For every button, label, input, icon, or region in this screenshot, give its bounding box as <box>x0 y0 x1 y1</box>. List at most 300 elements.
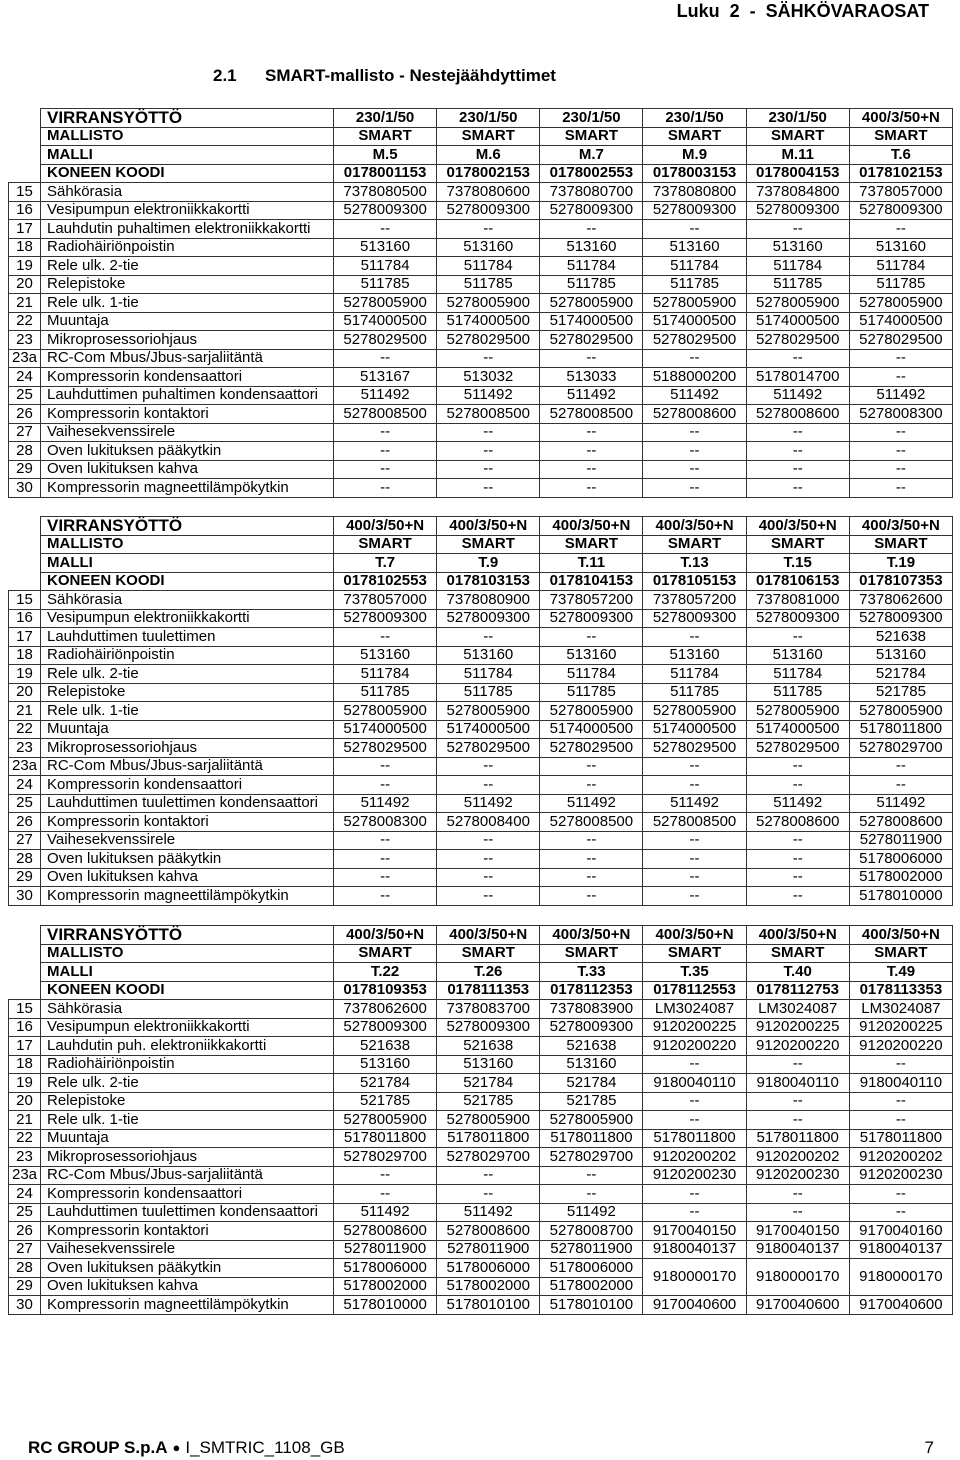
part-code: -- <box>849 1111 952 1130</box>
part-code: 511784 <box>643 665 746 684</box>
header-value: M.9 <box>643 146 746 165</box>
part-code: -- <box>643 1111 746 1130</box>
row-label: Oven lukituksen kahva <box>41 868 334 887</box>
header-row <box>9 981 953 1000</box>
part-code: -- <box>334 757 437 776</box>
header-value: 400/3/50+N <box>643 926 746 945</box>
part-code: 511785 <box>849 275 952 294</box>
part-code: 5278029500 <box>437 739 540 758</box>
header-value: 400/3/50+N <box>437 926 540 945</box>
part-code: 513160 <box>334 646 437 665</box>
part-code: 9170040150 <box>746 1222 849 1241</box>
row-number: 15 <box>9 183 41 202</box>
table-row <box>9 423 953 442</box>
part-code: 5278029500 <box>540 739 643 758</box>
part-code: 5278009300 <box>334 1018 437 1037</box>
part-code: 9120200230 <box>643 1166 746 1185</box>
header-value: SMART <box>849 944 952 963</box>
part-code: -- <box>746 460 849 479</box>
row-label: Rele ulk. 2-tie <box>41 1074 334 1093</box>
header-spacer <box>9 146 41 165</box>
table-row <box>9 1222 953 1241</box>
header-value: 400/3/50+N <box>540 926 643 945</box>
part-code: -- <box>334 628 437 647</box>
table-row <box>9 460 953 479</box>
row-number: 16 <box>9 201 41 220</box>
header-value: 400/3/50+N <box>540 517 643 536</box>
part-code: 513160 <box>540 238 643 257</box>
header-spacer <box>9 517 41 536</box>
part-code: 521784 <box>437 1074 540 1093</box>
table-row <box>9 1129 953 1148</box>
part-code: 5278005900 <box>643 702 746 721</box>
header-label: KONEEN KOODI <box>41 164 334 183</box>
part-code: 513160 <box>334 238 437 257</box>
part-code: -- <box>334 220 437 239</box>
part-code: 9180040137 <box>849 1240 952 1259</box>
part-code: -- <box>334 831 437 850</box>
row-label: Lauhduttimen puhaltimen kondensaattori <box>41 386 334 405</box>
part-code: 521785 <box>540 1092 643 1111</box>
part-code: 7378080600 <box>437 183 540 202</box>
part-code: -- <box>746 831 849 850</box>
header-value: SMART <box>437 944 540 963</box>
part-code: -- <box>437 831 540 850</box>
header-value: SMART <box>540 535 643 554</box>
header-value: SMART <box>334 944 437 963</box>
row-number: 23a <box>9 349 41 368</box>
row-number: 15 <box>9 591 41 610</box>
header-value: SMART <box>334 127 437 146</box>
header-value: 230/1/50 <box>540 109 643 128</box>
part-code: 511492 <box>334 386 437 405</box>
row-label: Oven lukituksen kahva <box>41 460 334 479</box>
part-code: 511492 <box>437 1203 540 1222</box>
row-label: Kompressorin kontaktori <box>41 1222 334 1241</box>
header-value: SMART <box>334 535 437 554</box>
row-number: 17 <box>9 220 41 239</box>
part-code: -- <box>437 349 540 368</box>
row-number: 24 <box>9 776 41 795</box>
row-label: Rele ulk. 2-tie <box>41 665 334 684</box>
part-code: 521638 <box>540 1037 643 1056</box>
part-code: 5178011800 <box>746 1129 849 1148</box>
part-code: 5278029500 <box>643 739 746 758</box>
part-code: -- <box>849 776 952 795</box>
part-code: 511492 <box>437 794 540 813</box>
part-code: 5278009300 <box>334 201 437 220</box>
table-row <box>9 831 953 850</box>
part-code: 9170040600 <box>849 1296 952 1315</box>
part-code: 5178011800 <box>540 1129 643 1148</box>
header-spacer <box>9 963 41 982</box>
part-code: 521785 <box>334 1092 437 1111</box>
table-row <box>9 238 953 257</box>
part-code: 9120200225 <box>643 1018 746 1037</box>
row-label: Sähkörasia <box>41 1000 334 1019</box>
part-code: 5174000500 <box>746 312 849 331</box>
part-code: 5278029700 <box>437 1148 540 1167</box>
part-code: -- <box>334 349 437 368</box>
part-code: -- <box>540 1185 643 1204</box>
part-code: 511492 <box>540 1203 643 1222</box>
part-code: 511785 <box>437 275 540 294</box>
table-row <box>9 887 953 906</box>
part-code: 5174000500 <box>643 720 746 739</box>
part-code: 5278009300 <box>643 201 746 220</box>
header-spacer <box>9 554 41 573</box>
row-label: Lauhdutin puhaltimen elektroniikkakortti <box>41 220 334 239</box>
part-code: 511784 <box>334 665 437 684</box>
header-value: SMART <box>746 535 849 554</box>
part-code: 5278005900 <box>437 1111 540 1130</box>
part-code: 7378084800 <box>746 183 849 202</box>
part-code: 5178002000 <box>540 1277 643 1296</box>
part-code: -- <box>540 479 643 498</box>
row-number: 23 <box>9 331 41 350</box>
part-code: -- <box>540 887 643 906</box>
part-code: 9180000170 <box>746 1259 849 1296</box>
row-label: Radiohäiriönpoistin <box>41 238 334 257</box>
row-label: Mikroprosessoriohjaus <box>41 1148 334 1167</box>
header-spacer <box>9 944 41 963</box>
part-code: 5178011800 <box>437 1129 540 1148</box>
part-code: 5178006000 <box>437 1259 540 1278</box>
part-code: 513160 <box>849 238 952 257</box>
header-row <box>9 926 953 945</box>
part-code: 5278009300 <box>849 201 952 220</box>
header-row <box>9 572 953 591</box>
part-code: 7378057200 <box>643 591 746 610</box>
header-value: 400/3/50+N <box>849 926 952 945</box>
part-code: -- <box>643 1092 746 1111</box>
header-row <box>9 517 953 536</box>
row-number: 16 <box>9 1018 41 1037</box>
header-value: 0178104153 <box>540 572 643 591</box>
part-code: -- <box>746 887 849 906</box>
part-code: 9180000170 <box>849 1259 952 1296</box>
row-number: 19 <box>9 665 41 684</box>
header-value: SMART <box>746 944 849 963</box>
part-code: 7378057000 <box>849 183 952 202</box>
row-label: Oven lukituksen pääkytkin <box>41 1259 334 1278</box>
table-row <box>9 813 953 832</box>
header-value: 400/3/50+N <box>849 109 952 128</box>
part-code: 5178002000 <box>437 1277 540 1296</box>
part-code: -- <box>643 757 746 776</box>
part-code: 5278011900 <box>540 1240 643 1259</box>
table-row <box>9 683 953 702</box>
table-row <box>9 220 953 239</box>
row-label: Vaihesekvenssirele <box>41 423 334 442</box>
part-code: -- <box>437 757 540 776</box>
table-row <box>9 1037 953 1056</box>
part-code: 513160 <box>437 646 540 665</box>
part-code: -- <box>334 442 437 461</box>
header-row <box>9 146 953 165</box>
header-value: 230/1/50 <box>746 109 849 128</box>
header-row <box>9 109 953 128</box>
section-title: SMART-mallisto - Nestejäähdyttimet <box>265 66 556 85</box>
part-code: 5278011900 <box>334 1240 437 1259</box>
row-label: Kompressorin magneettilämpökytkin <box>41 887 334 906</box>
part-code: -- <box>437 628 540 647</box>
part-code: -- <box>643 220 746 239</box>
header-spacer <box>9 926 41 945</box>
row-number: 19 <box>9 257 41 276</box>
row-number: 24 <box>9 368 41 387</box>
part-code: -- <box>540 460 643 479</box>
part-code: 5278008600 <box>746 405 849 424</box>
row-label: Muuntaja <box>41 312 334 331</box>
table-row <box>9 646 953 665</box>
header-label: VIRRANSYÖTTÖ <box>41 926 334 945</box>
row-number: 27 <box>9 831 41 850</box>
row-label: RC-Com Mbus/Jbus-sarjaliitäntä <box>41 757 334 776</box>
part-code: -- <box>849 757 952 776</box>
part-code: 9120200202 <box>643 1148 746 1167</box>
header-value: 230/1/50 <box>643 109 746 128</box>
row-number: 23 <box>9 1148 41 1167</box>
part-code: -- <box>849 479 952 498</box>
header-value: 0178003153 <box>643 164 746 183</box>
part-code: -- <box>849 1055 952 1074</box>
row-number: 25 <box>9 794 41 813</box>
table-row <box>9 1240 953 1259</box>
part-code: -- <box>746 442 849 461</box>
part-code: 9120200202 <box>746 1148 849 1167</box>
part-code: 5278029500 <box>334 739 437 758</box>
header-value: 0178002553 <box>540 164 643 183</box>
part-code: 5278009300 <box>540 201 643 220</box>
part-code: 9180040137 <box>746 1240 849 1259</box>
row-number: 18 <box>9 238 41 257</box>
part-code: -- <box>643 776 746 795</box>
company-name: RC GROUP S.p.A <box>28 1438 168 1457</box>
part-code: 9120200220 <box>849 1037 952 1056</box>
header-value: T.13 <box>643 554 746 573</box>
header-value: T.35 <box>643 963 746 982</box>
part-code: 7378080900 <box>437 591 540 610</box>
row-label: Vesipumpun elektroniikkakortti <box>41 201 334 220</box>
table-row <box>9 183 953 202</box>
part-code: -- <box>334 1185 437 1204</box>
header-label: MALLI <box>41 963 334 982</box>
header-value: SMART <box>643 944 746 963</box>
header-value: T.22 <box>334 963 437 982</box>
row-label: RC-Com Mbus/Jbus-sarjaliitäntä <box>41 1166 334 1185</box>
row-number: 20 <box>9 683 41 702</box>
part-code: -- <box>643 442 746 461</box>
header-value: 400/3/50+N <box>334 926 437 945</box>
part-code: 7378083900 <box>540 1000 643 1019</box>
part-code: -- <box>746 1185 849 1204</box>
header-value: T.49 <box>849 963 952 982</box>
part-code: 7378057200 <box>540 591 643 610</box>
part-code: 5278008300 <box>849 405 952 424</box>
part-code: 5174000500 <box>643 312 746 331</box>
part-code: 521638 <box>849 628 952 647</box>
header-value: SMART <box>540 944 643 963</box>
row-number: 23a <box>9 1166 41 1185</box>
part-code: 5178011800 <box>334 1129 437 1148</box>
part-code: 5174000500 <box>849 312 952 331</box>
header-label: VIRRANSYÖTTÖ <box>41 517 334 536</box>
part-code: -- <box>540 349 643 368</box>
row-label: Lauhduttimen tuulettimen kondensaattori <box>41 794 334 813</box>
part-code: 511785 <box>540 683 643 702</box>
part-code: 5278009300 <box>849 609 952 628</box>
part-code: 513160 <box>849 646 952 665</box>
table-row <box>9 609 953 628</box>
row-label: Kompressorin kondensaattori <box>41 1185 334 1204</box>
row-label: Kompressorin kondensaattori <box>41 776 334 795</box>
header-value: 0178102553 <box>334 572 437 591</box>
row-number: 23a <box>9 757 41 776</box>
part-code: 9120200225 <box>849 1018 952 1037</box>
table-row <box>9 739 953 758</box>
part-code: 5278008500 <box>643 813 746 832</box>
header-spacer <box>9 981 41 1000</box>
part-code: 9120200220 <box>746 1037 849 1056</box>
header-row <box>9 963 953 982</box>
part-code: 5278008600 <box>437 1222 540 1241</box>
header-spacer <box>9 535 41 554</box>
part-code: 9170040150 <box>643 1222 746 1241</box>
row-number: 28 <box>9 1259 41 1278</box>
header-value: M.6 <box>437 146 540 165</box>
table-row <box>9 349 953 368</box>
table-row <box>9 442 953 461</box>
part-code: 511785 <box>437 683 540 702</box>
part-code: 5278009300 <box>437 1018 540 1037</box>
row-label: Lauhduttimen tuulettimen <box>41 628 334 647</box>
row-number: 28 <box>9 850 41 869</box>
part-code: 511784 <box>540 665 643 684</box>
part-code: -- <box>437 479 540 498</box>
header-value: T.26 <box>437 963 540 982</box>
part-code: LM3024087 <box>746 1000 849 1019</box>
row-label: Oven lukituksen pääkytkin <box>41 442 334 461</box>
part-code: -- <box>643 628 746 647</box>
part-code: 7378062600 <box>334 1000 437 1019</box>
part-code: -- <box>437 220 540 239</box>
header-value: 0178001153 <box>334 164 437 183</box>
header-value: SMART <box>643 127 746 146</box>
header-spacer <box>9 572 41 591</box>
part-code: 511785 <box>643 275 746 294</box>
part-code: 5278029500 <box>334 331 437 350</box>
header-value: SMART <box>437 535 540 554</box>
part-code: 511492 <box>334 1203 437 1222</box>
table-row <box>9 405 953 424</box>
row-label: Lauhduttimen tuulettimen kondensaattori <box>41 1203 334 1222</box>
part-code: 5278029500 <box>643 331 746 350</box>
part-code: -- <box>746 1092 849 1111</box>
part-code: 5278008700 <box>540 1222 643 1241</box>
part-code: 9180040110 <box>849 1074 952 1093</box>
header-value: 400/3/50+N <box>643 517 746 536</box>
table-row <box>9 257 953 276</box>
header-value: 0178112753 <box>746 981 849 1000</box>
row-label: Kompressorin kontaktori <box>41 405 334 424</box>
part-code: 9120200202 <box>849 1148 952 1167</box>
header-row <box>9 944 953 963</box>
part-code: 521784 <box>334 1074 437 1093</box>
row-label: Vaihesekvenssirele <box>41 831 334 850</box>
row-number: 15 <box>9 1000 41 1019</box>
row-label: Kompressorin magneettilämpökytkin <box>41 479 334 498</box>
part-code: -- <box>746 1111 849 1130</box>
table-row <box>9 1259 953 1278</box>
row-label: Muuntaja <box>41 720 334 739</box>
header-value: 0178103153 <box>437 572 540 591</box>
part-code: -- <box>746 479 849 498</box>
header-label: VIRRANSYÖTTÖ <box>41 109 334 128</box>
header-spacer <box>9 127 41 146</box>
part-code: 5278008600 <box>334 1222 437 1241</box>
row-label: Kompressorin kontaktori <box>41 813 334 832</box>
part-code: -- <box>540 868 643 887</box>
part-code: 5278009300 <box>437 201 540 220</box>
part-code: 5278008500 <box>540 813 643 832</box>
table-row <box>9 331 953 350</box>
header-value: 0178113353 <box>849 981 952 1000</box>
row-number: 20 <box>9 275 41 294</box>
header-label: KONEEN KOODI <box>41 981 334 1000</box>
part-code: 5174000500 <box>334 312 437 331</box>
part-code: -- <box>437 887 540 906</box>
part-code: 9120200230 <box>746 1166 849 1185</box>
part-code: -- <box>746 349 849 368</box>
header-value: 0178106153 <box>746 572 849 591</box>
part-code: -- <box>746 220 849 239</box>
header-spacer <box>9 109 41 128</box>
row-label: Lauhdutin puh. elektroniikkakortti <box>41 1037 334 1056</box>
part-code: 5178010000 <box>849 887 952 906</box>
header-value: SMART <box>849 535 952 554</box>
part-code: 513033 <box>540 368 643 387</box>
header-value: SMART <box>437 127 540 146</box>
part-code: -- <box>849 368 952 387</box>
header-value: T.9 <box>437 554 540 573</box>
part-code: 511492 <box>540 386 643 405</box>
part-code: -- <box>334 479 437 498</box>
part-code: 5278009300 <box>746 609 849 628</box>
part-code: 511492 <box>746 794 849 813</box>
part-code: 5174000500 <box>746 720 849 739</box>
part-code: -- <box>437 1166 540 1185</box>
header-value: M.5 <box>334 146 437 165</box>
part-code: 5278009300 <box>746 201 849 220</box>
table-row <box>9 1111 953 1130</box>
part-code: -- <box>849 460 952 479</box>
section-heading <box>213 65 556 87</box>
table-row <box>9 1074 953 1093</box>
part-code: -- <box>437 776 540 795</box>
header-value: T.40 <box>746 963 849 982</box>
header-value: T.33 <box>540 963 643 982</box>
part-code: 511492 <box>849 386 952 405</box>
header-value: T.15 <box>746 554 849 573</box>
row-label: Vesipumpun elektroniikkakortti <box>41 1018 334 1037</box>
header-label: KONEEN KOODI <box>41 572 334 591</box>
part-code: 511785 <box>746 275 849 294</box>
part-code: 5278005900 <box>540 294 643 313</box>
row-number: 16 <box>9 609 41 628</box>
part-code: 511784 <box>437 257 540 276</box>
part-code: 513160 <box>746 238 849 257</box>
